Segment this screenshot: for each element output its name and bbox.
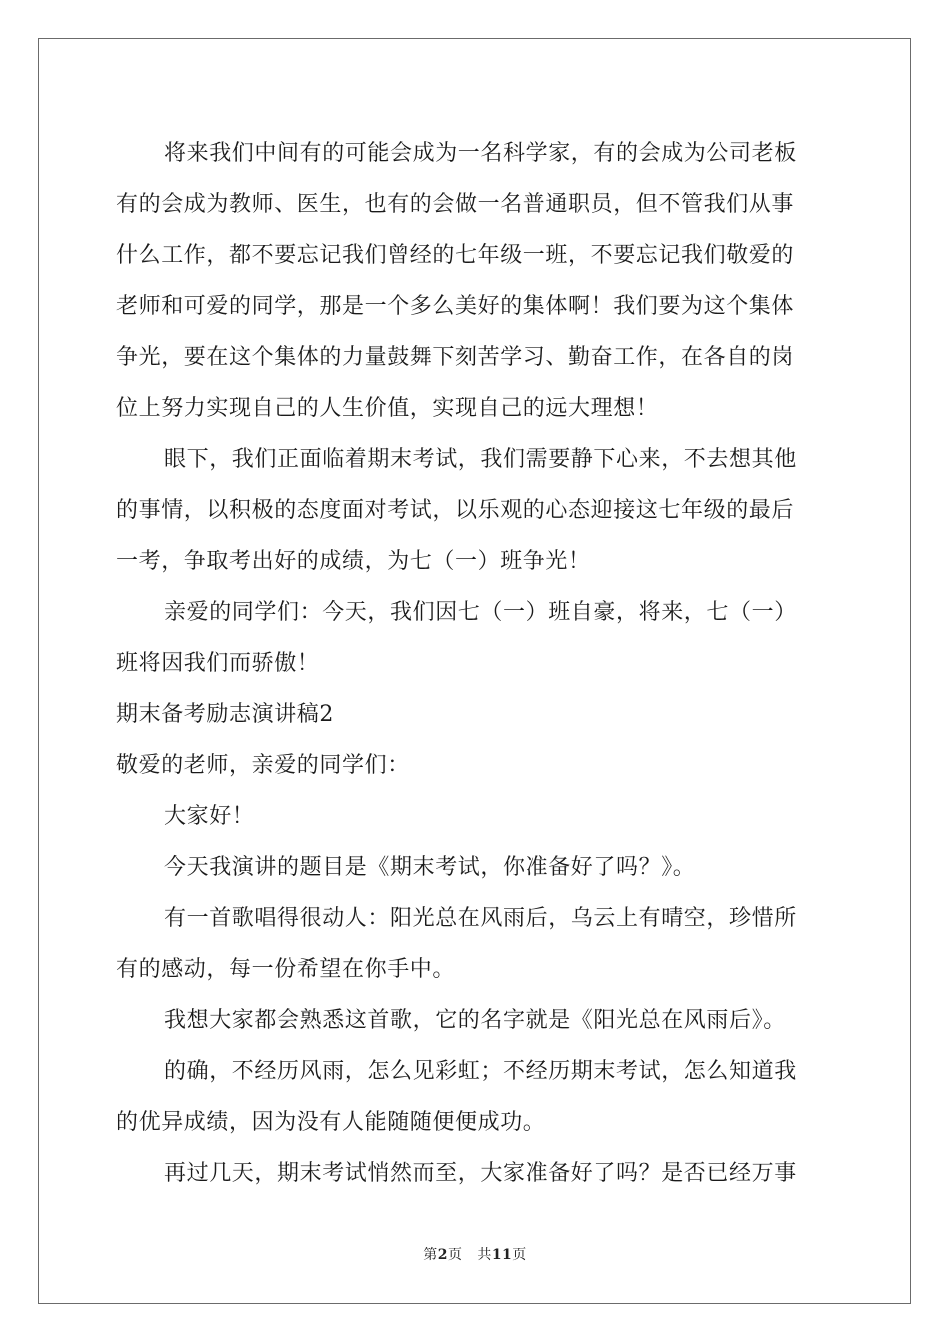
text-line: 今天我演讲的题目是《期末考试，你准备好了吗？》。 [164, 855, 696, 880]
text-line: 有的会成为教师、医生，也有的会做一名普通职员，但不管我们从事 [116, 192, 795, 217]
total-prefix: 共 [477, 1247, 492, 1263]
text-line: 有的感动，每一份希望在你手中。 [116, 957, 456, 982]
text-line: 再过几天，期末考试悄然而至，大家准备好了吗？是否已经万事 [164, 1161, 797, 1186]
page-prefix: 第 [423, 1247, 438, 1263]
page-current: 2 [437, 1247, 448, 1263]
text-line: 我想大家都会熟悉这首歌，它的名字就是《阳光总在风雨后》。 [164, 1008, 786, 1033]
text-line: 争光，要在这个集体的力量鼓舞下刻苦学习、勤奋工作，在各自的岗 [116, 345, 795, 370]
total-suffix: 页 [512, 1247, 527, 1263]
text-line: 一考，争取考出好的成绩，为七（一）班争光！ [116, 549, 591, 574]
page-total: 11 [491, 1247, 513, 1263]
page-suffix: 页 [447, 1247, 463, 1263]
text-line: 亲爱的同学们：今天，我们因七（一）班自豪，将来，七（一） [164, 600, 797, 625]
text-line: 班将因我们而骄傲！ [116, 651, 320, 676]
text-line: 的事情，以积极的态度面对考试，以乐观的心态迎接这七年级的最后 [116, 498, 795, 523]
text-line: 的确，不经历风雨，怎么见彩虹；不经历期末考试，怎么知道我 [164, 1059, 797, 1084]
text-line: 眼下，我们正面临着期末考试，我们需要静下心来，不去想其他 [164, 447, 797, 472]
text-line: 位上努力实现自己的人生价值，实现自己的远大理想！ [116, 396, 659, 421]
text-line: 有一首歌唱得很动人：阳光总在风雨后，乌云上有晴空，珍惜所 [164, 906, 797, 931]
text-line: 什么工作，都不要忘记我们曾经的七年级一班，不要忘记我们敬爱的 [116, 243, 795, 268]
page-footer [0, 1245, 950, 1265]
salutation: 敬爱的老师，亲爱的同学们： [116, 753, 410, 778]
text-line: 将来我们中间有的可能会成为一名科学家，有的会成为公司老板 [164, 141, 797, 166]
section-title: 期末备考励志演讲稿2 [116, 702, 334, 727]
text-line: 的优异成绩，因为没有人能随随便便成功。 [116, 1110, 546, 1135]
text-line: 老师和可爱的同学，那是一个多么美好的集体啊！我们要为这个集体 [116, 294, 795, 319]
text-line: 大家好！ [164, 804, 255, 829]
document-body [116, 128, 836, 1199]
